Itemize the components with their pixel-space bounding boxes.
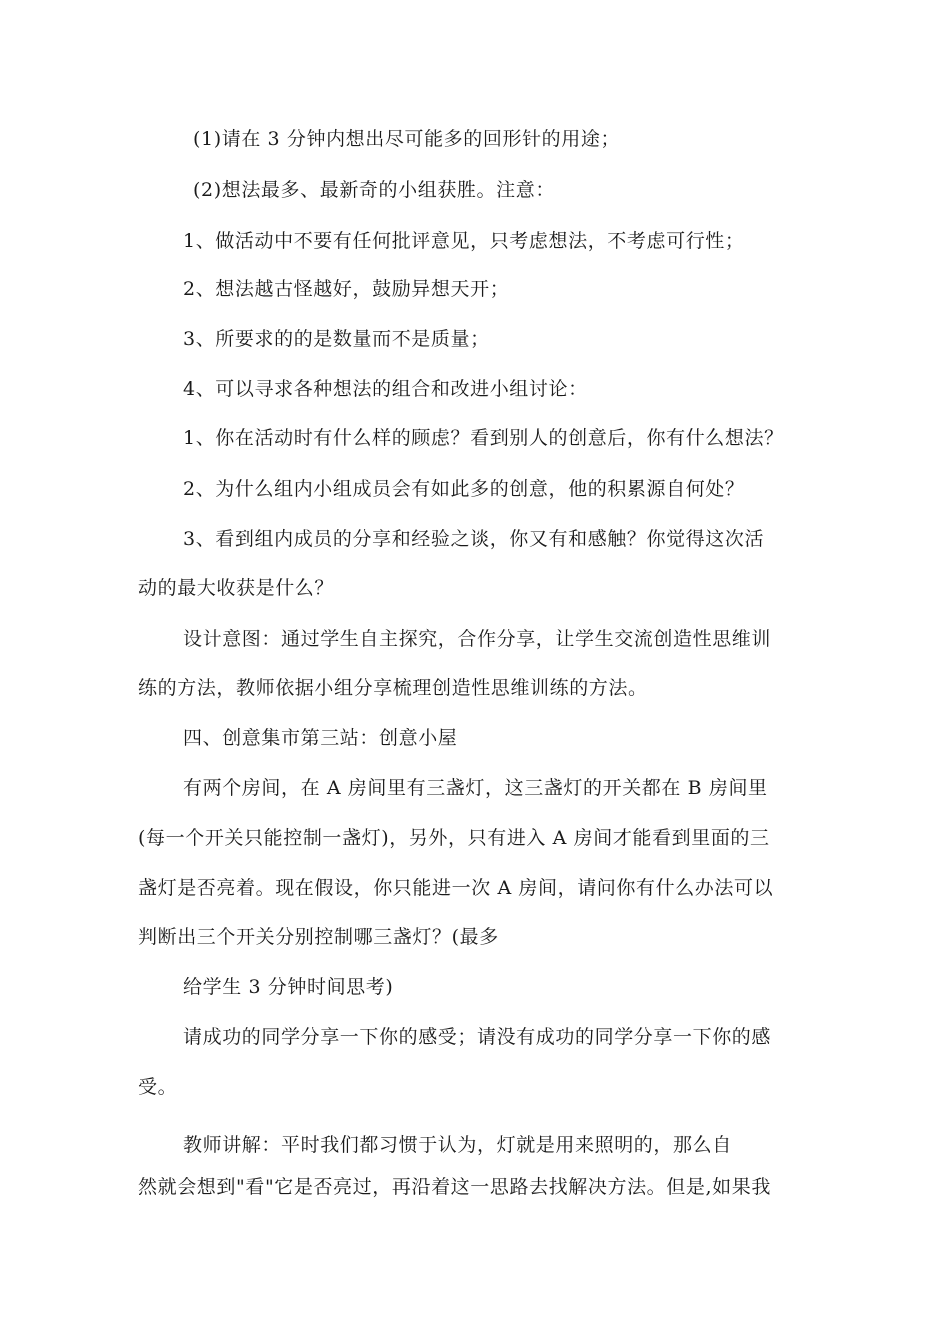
- paragraph-line: 给学生 3 分钟时间思考): [183, 976, 394, 998]
- paragraph-line: (1)请在 3 分钟内想出尽可能多的回形针的用途；: [193, 128, 621, 150]
- paragraph-line: 受。: [138, 1076, 178, 1098]
- paragraph-line: 1、你在活动时有什么样的顾虑？看到别人的创意后，你有什么想法？: [183, 427, 784, 449]
- paragraph-line: 动的最大收获是什么？: [138, 577, 335, 599]
- paragraph-line: 2、为什么组内小组成员会有如此多的创意，他的积累源自何处？: [183, 478, 745, 500]
- paragraph-line: 然就会想到"看"它是否亮过，再沿着这一思路去找解决方法。但是,如果我: [138, 1176, 771, 1198]
- paragraph-line: 3、所要求的的是数量而不是质量；: [183, 328, 490, 350]
- paragraph-line: 练的方法，教师依据小组分享梳理创造性思维训练的方法。: [138, 677, 648, 699]
- paragraph-line: 判断出三个开关分别控制哪三盏灯？(最多: [138, 926, 499, 948]
- paragraph-line: (2)想法最多、最新奇的小组获胜。注意：: [193, 179, 555, 201]
- paragraph-line: 有两个房间，在 A 房间里有三盏灯，这三盏灯的开关都在 B 房间里: [183, 777, 768, 799]
- paragraph-line: 设计意图：通过学生自主探究，合作分享，让学生交流创造性思维训: [183, 628, 772, 650]
- paragraph-line: 盏灯是否亮着。现在假设，你只能进一次 A 房间，请问你有什么办法可以: [138, 877, 774, 899]
- paragraph-line: 3、看到组内成员的分享和经验之谈，你又有和感触？你觉得这次活: [183, 528, 765, 550]
- paragraph-line: 教师讲解：平时我们都习惯于认为，灯就是用来照明的，那么自: [183, 1134, 732, 1156]
- paragraph-line: 2、想法越古怪越好，鼓励异想天开；: [183, 278, 510, 300]
- paragraph-line: (每一个开关只能控制一盏灯)，另外，只有进入 A 房间才能看到里面的三: [138, 827, 770, 849]
- paragraph-line: 4、可以寻求各种想法的组合和改进小组讨论：: [183, 378, 588, 400]
- paragraph-line: 请成功的同学分享一下你的感受；请没有成功的同学分享一下你的感: [183, 1026, 772, 1048]
- section-heading: 四、创意集市第三站：创意小屋: [183, 727, 458, 749]
- paragraph-line: 1、做活动中不要有任何批评意见，只考虑想法，不考虑可行性；: [183, 230, 745, 252]
